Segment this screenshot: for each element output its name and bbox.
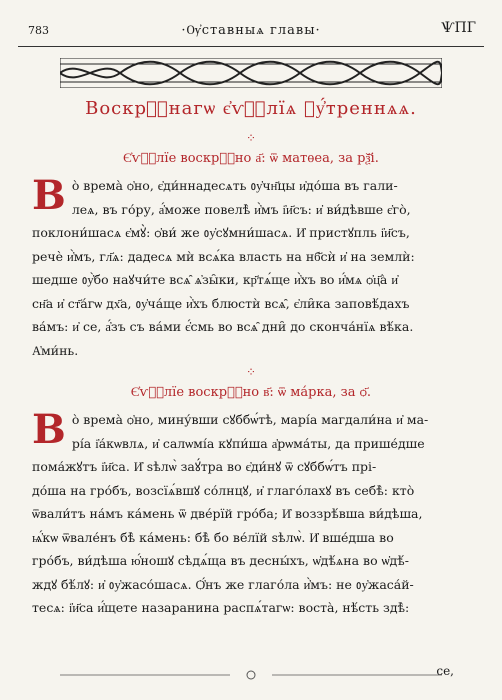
folio-number: ѰПГ — [441, 20, 476, 36]
header-rule — [18, 46, 484, 47]
text-line: о̀ врема̀ ѻ҆но, є҆ди́ннадесѧть ᲂу҆чн҃цы и҆до́ша въ гали- — [71, 178, 398, 193]
text-line: гро́бъ, ви́дѣша ю҆́ношꙋ сѣдѧ́ща въ десны́хъ, ѡ҆дѣ́ѧна во ѡ҆дѣ́- — [32, 553, 409, 568]
dropcap-letter: В — [32, 172, 66, 219]
text-line: сн҃а и҆ ст҃а́гѡ дх҃а, ᲂу҆ча́ще и҆̀хъ блюстѝ всѧ̑, є҆ли̑ка заповѣ́дахъ — [32, 295, 410, 311]
text-line: о̀ врема̀ ѻ҆но, мину́вши сꙋббѡ́тѣ, марі́а магдали́на и҆ ма- — [71, 412, 429, 427]
section-title: Воскрⷭ҇нагѡ є҆ѵⷢ҇лїѧ ᲂу҆́треннѧѧ. — [85, 98, 417, 119]
text-line: до́ша на гро́бъ, возсїѧ́вшꙋ со́лнцꙋ, и҆ глаго́лахꙋ въ себѣ̀: кто̀ — [32, 482, 415, 498]
text-line: ѿвали́тъ на́мъ ка́мень ѿ две́рїй гро́ба; И҆ воззрѣ́вша ви́дѣша, — [32, 506, 423, 521]
catchword: се, — [436, 664, 454, 678]
dropcap-letter: В — [32, 406, 66, 453]
text-line: рі́а і҆а́кѡвлѧ, и҆ салѡмі́а кꙋпи́ша а҆рѡма́ты, да прише́дше — [71, 435, 425, 451]
text-line: леѧ, въ го́ру, а҆́може повелѣ̀ и҆̀мъ і҆и҃съ: и҆ ви́дѣвше є҆го̀, — [71, 201, 411, 217]
text-line: шедше ᲂу҆̀бо наꙋчи́те всѧ̑ ѧ҆зы̑ки, кр҃тѧ́ще и҆̀хъ во и҆́мѧ ѻ҆ц҃а̀ и҆ — [32, 272, 399, 287]
knotwork-ornament — [60, 58, 442, 88]
text-line: тесѧ: і҆и҃са и҆́щете назаранина распѧ́тагѡ: воста̀, нѣ́сть здѣ̀: — [32, 600, 410, 615]
gospel-2-title: Є҆ѵⷢ҇лїе воскрⷭ҇но в҃: ѿ ма́рка, за ѻ҃. — [130, 385, 372, 400]
text-line: ѩ҆́кѡ ѿвале́нъ бѣ̀ ка́мень: бѣ̀ бо ве́лїй ѕѣлѡ̀. И҆ вше́дша во — [32, 529, 394, 545]
footer-ornament — [60, 668, 442, 682]
gospel-1-title: Є҆ѵⷢ҇лїе воскрⷭ҇но а҃: ѿ матѳеа, за рѯ҃і. — [123, 151, 379, 166]
ornament-divider-2: ⁘ — [245, 365, 257, 379]
gospel-2-text — [32, 408, 472, 620]
text-line: ждꙋ бѣ́лꙋ: и҆ ᲂу҆жасо́шасѧ. Ѻ҆́нъ же глаго́ла и҆̀мъ: не ᲂу҆жаса́й- — [32, 576, 414, 592]
text-line: пома́жꙋтъ і҆и҃са. И҆ ѕѣлѡ̀ заꙋ́тра во є҆ди́нꙋ ѿ сꙋббѡ́тъ прі- — [32, 459, 377, 474]
text-line: речѐ и҆̀мъ, гл҃ѧ: дадесѧ мѝ всѧ́ка власть на нб҃сѝ и҆ на землѝ: — [32, 248, 415, 264]
page-number: 783 — [28, 24, 49, 37]
ornament-divider-1: ⁘ — [245, 131, 257, 145]
text-line: поклони́шасѧ є҆мꙋ̀: ѻ҆ви́ же ᲂу҆сꙋмни́шасѧ. И҆ пристꙋпль і҆и҃съ, — [32, 225, 410, 240]
running-title: ·Ѹ҆ставныѧ главы· — [181, 23, 321, 38]
text-line: ва́мъ: и҆ се, а҆́зъ съ ва́ми є҆́смь во всѧ̑ дни̑ до сконча́нїѧ вѣ́ка. — [32, 319, 414, 334]
page-header — [18, 10, 484, 46]
gospel-1-text — [32, 174, 472, 362]
amen-ending: А҆ми́нь. — [32, 342, 79, 358]
